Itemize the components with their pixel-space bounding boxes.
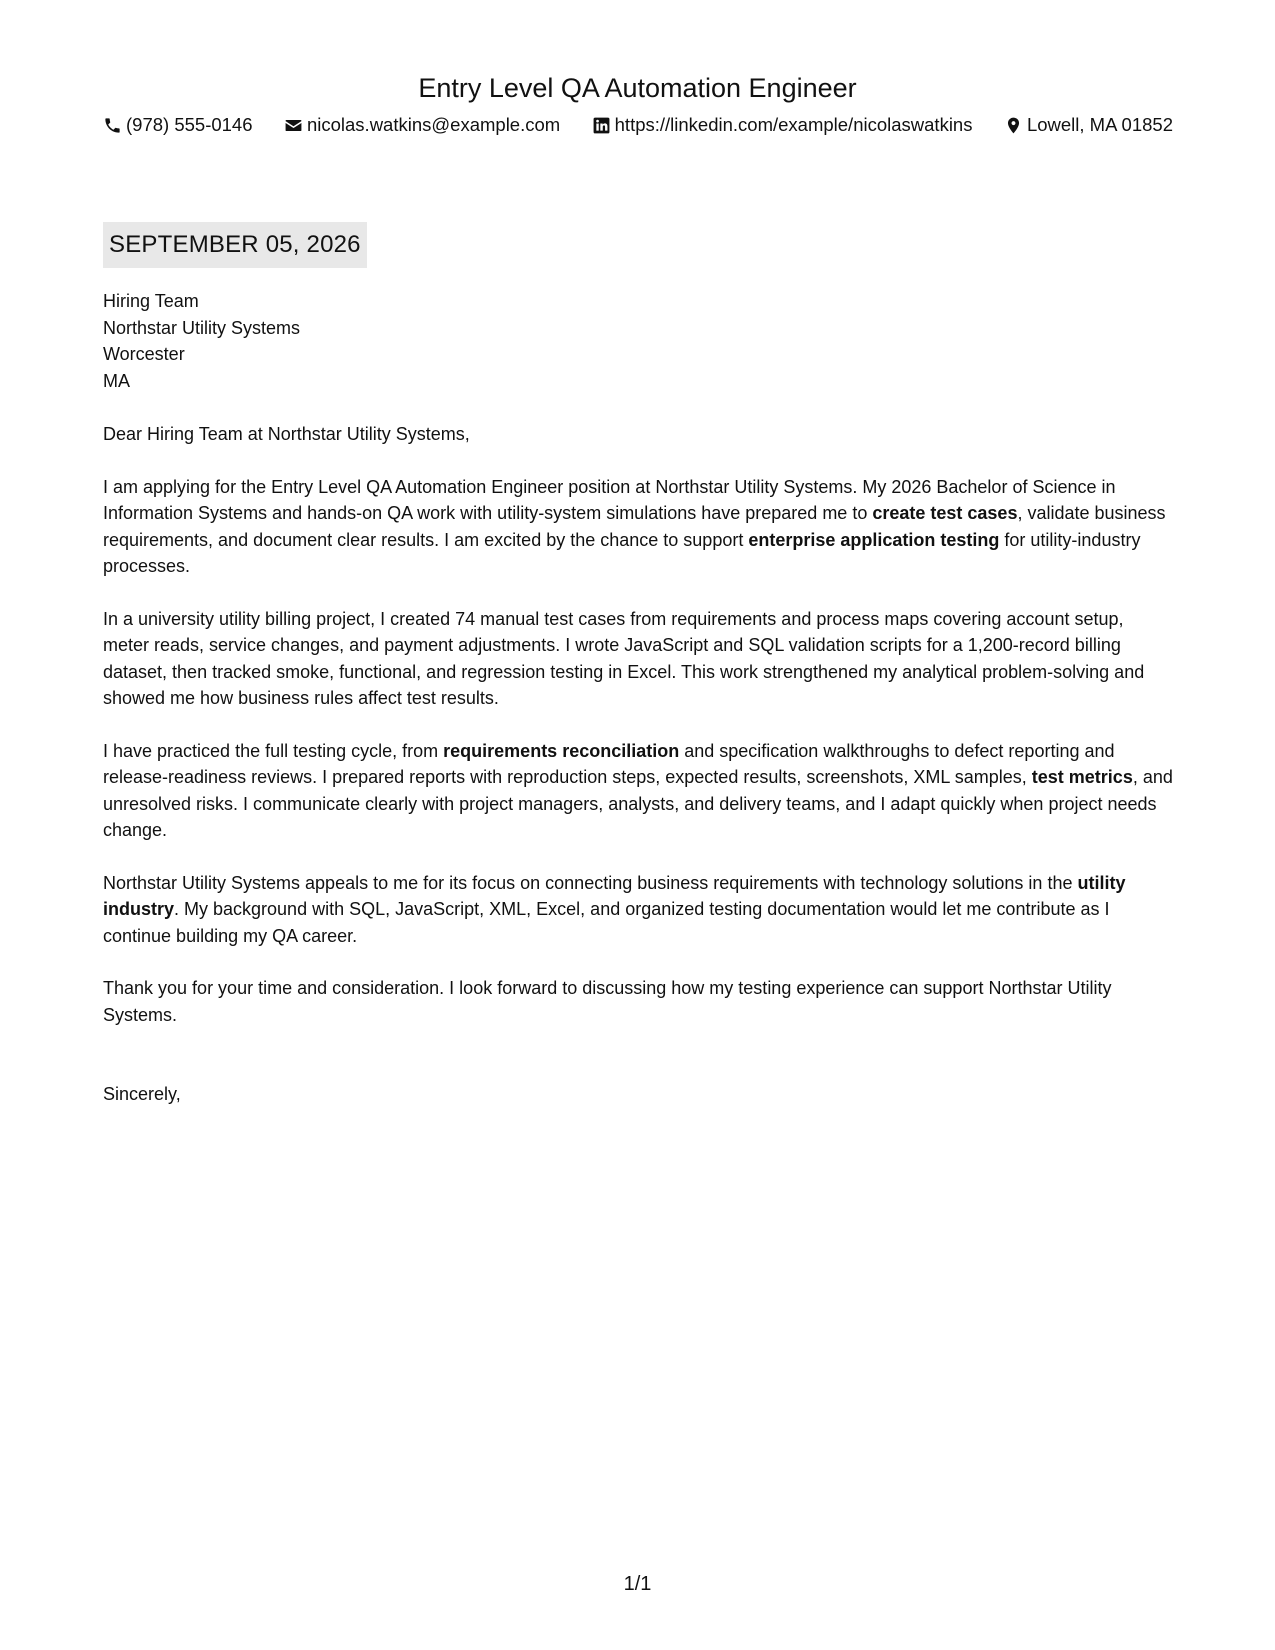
envelope-icon <box>284 116 303 135</box>
contact-location <box>1004 112 1173 138</box>
paragraph-text: , validate business requirements, and document clear results. I am excited by the chance to support <box>103 503 1166 550</box>
map-marker-icon <box>1004 116 1023 135</box>
closing: Sincerely, <box>103 1084 181 1104</box>
page-number: 1/1 <box>623 1573 652 1595</box>
phone-icon <box>103 116 122 135</box>
contact-bar <box>103 112 1173 138</box>
location-text: Lowell, MA 01852 <box>1026 114 1173 135</box>
letter-body <box>103 288 1173 1108</box>
bold-phrase: utility industry <box>103 872 1126 919</box>
recipient-block <box>103 288 1173 394</box>
linkedin-icon <box>592 116 611 135</box>
paragraph-text: for utility-industry processes. <box>103 529 1141 576</box>
contact-email[interactable] <box>284 112 560 138</box>
recipient-line: MA <box>103 370 130 391</box>
paragraph-text: Thank you for your time and consideration. I look forward to discussing how my testing experience can support Northstar Utility Systems. <box>103 978 1112 1025</box>
recipient-line: Worcester <box>103 344 185 364</box>
paragraph-text: In a university utility billing project, I created 74 manual test cases from requirements and process maps covering account setup, meter reads, service changes, and payment adjustments. I wrote JavaScript and SQL validation scripts for a 1,200-record billing dataset, then tracked smoke, functional, and regression testing in Excel. This work strengthened my analytical problem-solving and showed me how business rules affect test results. <box>103 608 1145 708</box>
body-paragraph <box>103 975 1173 1028</box>
linkedin-link[interactable]: https://linkedin.com/example/nicolaswatkins <box>614 114 973 135</box>
phone-text: (978) 555-0146 <box>126 114 253 135</box>
bold-phrase: create test cases <box>872 503 1018 523</box>
paragraph-text: I am applying for the Entry Level QA Automation Engineer position at Northstar Utility Systems. My 2026 Bachelor of Science in Information Systems and hands-on QA work with utility-system simulations have prepared me to <box>103 476 1116 523</box>
paragraph-text: Northstar Utility Systems appeals to me for its focus on connecting business requirements with technology solutions in the <box>103 872 1078 893</box>
recipient-line: Northstar Utility Systems <box>103 317 301 338</box>
contact-linkedin[interactable] <box>592 112 973 138</box>
contact-phone <box>103 112 253 138</box>
paragraph-text: and specification walkthroughs to defect reporting and release-readiness reviews. I prepared reports with reproduction steps, expected results, screenshots, XML samples, <box>103 740 1115 787</box>
salutation: Dear Hiring Team at Northstar Utility Systems, <box>103 424 470 444</box>
body-paragraph <box>103 474 1173 580</box>
paragraph-text: I have practiced the full testing cycle, from <box>103 740 444 761</box>
email-link[interactable]: nicolas.watkins@example.com <box>306 114 561 135</box>
paragraph-text: . My background with SQL, JavaScript, XML, Excel, and organized testing documentation would let me contribute as I continue building my QA career. <box>103 899 1110 946</box>
document-title: Entry Level QA Automation Engineer <box>418 73 857 103</box>
body-paragraph <box>103 606 1173 712</box>
paragraph-text: , and unresolved risks. I communicate clearly with project managers, analysts, and delivery teams, and I adapt quickly when project needs change. <box>103 767 1173 840</box>
body-paragraph <box>103 738 1173 844</box>
bold-phrase: requirements reconciliation <box>443 740 680 761</box>
recipient-line: Hiring Team <box>103 291 199 311</box>
letter-date: SEPTEMBER 05, 2026 <box>103 222 367 268</box>
paragraphs-container <box>103 474 1173 1029</box>
body-paragraph <box>103 870 1173 950</box>
bold-phrase: enterprise application testing <box>748 529 1000 550</box>
bold-phrase: test metrics <box>1031 767 1133 787</box>
